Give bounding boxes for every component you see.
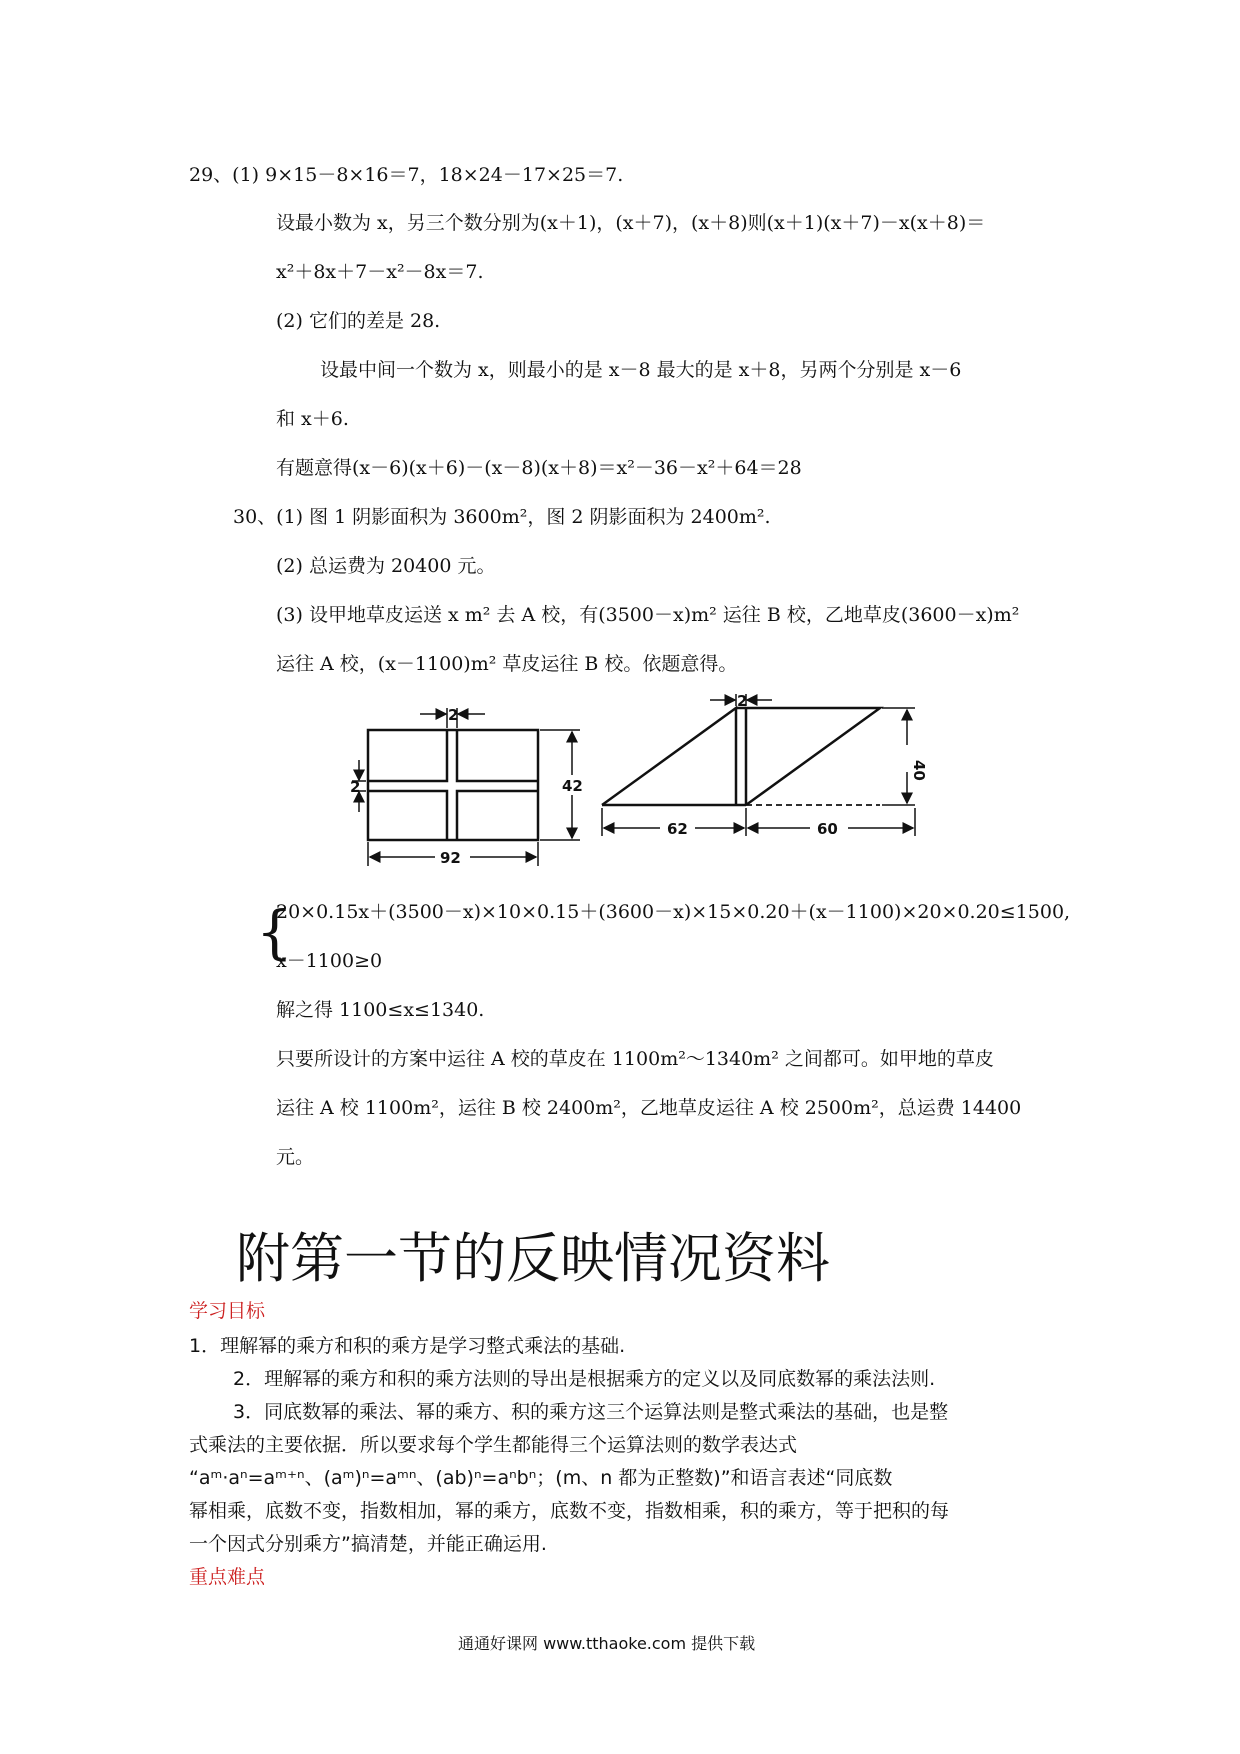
fig2-label-bottom-right: 60 — [817, 820, 838, 838]
objective-3-line-5: 一个因式分别乘方”搞清楚，并能正确运用. — [189, 1533, 547, 1555]
figure-diagrams — [340, 690, 940, 870]
system-brace: { — [256, 898, 293, 966]
fig2-label-bottom-left: 62 — [667, 820, 688, 838]
fig1-rect — [368, 730, 538, 840]
fig1-label-left: 2 — [350, 778, 361, 796]
q29-line-1: 29、(1) 9×15－8×16＝7，18×24－17×25＝7. — [189, 164, 624, 186]
fig1-label-top: 2 — [448, 706, 459, 724]
system-line-2: x－1100≥0 — [276, 950, 383, 972]
q30-line-1: 30、(1) 图 1 阴影面积为 3600m²，图 2 阴影面积为 2400m². — [233, 506, 771, 528]
q29-line-2: 设最小数为 x，另三个数分别为(x＋1)，(x＋7)，(x＋8)则(x＋1)(x＋7)－x(x＋8)＝ — [276, 212, 986, 234]
fig2-shape — [602, 708, 880, 805]
fig1-label-right: 42 — [562, 777, 583, 795]
objective-3-line-1: 3．同底数幂的乘法、幂的乘方、积的乘方这三个运算法则是整式乘法的基础，也是整 — [233, 1401, 949, 1423]
fig1-label-bottom: 92 — [440, 849, 461, 867]
q29-line-3: x²＋8x＋7－x²－8x＝7. — [276, 261, 484, 283]
conclusion-line-1: 只要所设计的方案中运往 A 校的草皮在 1100m²～1340m² 之间都可。如甲地的草皮 — [276, 1048, 994, 1070]
objective-3-line-3: “aᵐ·aⁿ=aᵐ⁺ⁿ、(aᵐ)ⁿ=aᵐⁿ、(ab)ⁿ=aⁿbⁿ；(m、n 都为正整数)”和语言表述“同底数 — [189, 1467, 893, 1489]
objective-1: 1．理解幂的乘方和积的乘方是学习整式乘法的基础. — [189, 1335, 626, 1357]
q30-line-2: (2) 总运费为 20400 元。 — [276, 555, 496, 577]
section-heading-objectives: 学习目标 — [189, 1300, 266, 1322]
page-footer: 通通好课网 www.tthaoke.com 提供下载 — [458, 1634, 756, 1653]
fig2-label-top: 2 — [737, 692, 748, 710]
fig2-label-right: 40 — [910, 760, 928, 781]
q29-line-5: 设最中间一个数为 x，则最小的是 x－8 最大的是 x＋8，另两个分别是 x－6 — [320, 359, 962, 381]
objective-2: 2．理解幂的乘方和积的乘方法则的导出是根据乘方的定义以及同底数幂的乘法法则. — [233, 1368, 936, 1390]
section-heading-key-points: 重点难点 — [189, 1566, 266, 1588]
fig1-cross — [368, 730, 538, 840]
conclusion-line-3: 元。 — [276, 1146, 315, 1168]
solution-line: 解之得 1100≤x≤1340. — [276, 999, 485, 1021]
objective-3-line-2: 式乘法的主要依据．所以要求每个学生都能得三个运算法则的数学表达式 — [189, 1434, 798, 1456]
system-line-1: 20×0.15x＋(3500－x)×10×0.15＋(3600－x)×15×0.20＋(x－1100)×20×0.20≤1500, — [276, 901, 1071, 923]
objective-3-line-4: 幂相乘，底数不变，指数相加，幂的乘方，底数不变，指数相乘，积的乘方，等于把积的每 — [189, 1500, 950, 1522]
q29-line-6: 和 x＋6. — [276, 408, 349, 430]
appendix-title: 附第一节的反映情况资料 — [236, 1227, 830, 1290]
q29-line-4: (2) 它们的差是 28. — [276, 310, 441, 332]
conclusion-line-2: 运往 A 校 1100m²，运往 B 校 2400m²，乙地草皮运往 A 校 2500m²，总运费 14400 — [276, 1097, 1022, 1119]
q30-line-4: 运往 A 校，(x－1100)m² 草皮运往 B 校。依题意得。 — [276, 653, 738, 675]
q30-line-3: (3) 设甲地草皮运送 x m² 去 A 校，有(3500－x)m² 运往 B 校，乙地草皮(3600－x)m² — [276, 604, 1020, 626]
q29-line-7: 有题意得(x－6)(x＋6)－(x－8)(x＋8)＝x²－36－x²＋64＝28 — [276, 457, 802, 479]
